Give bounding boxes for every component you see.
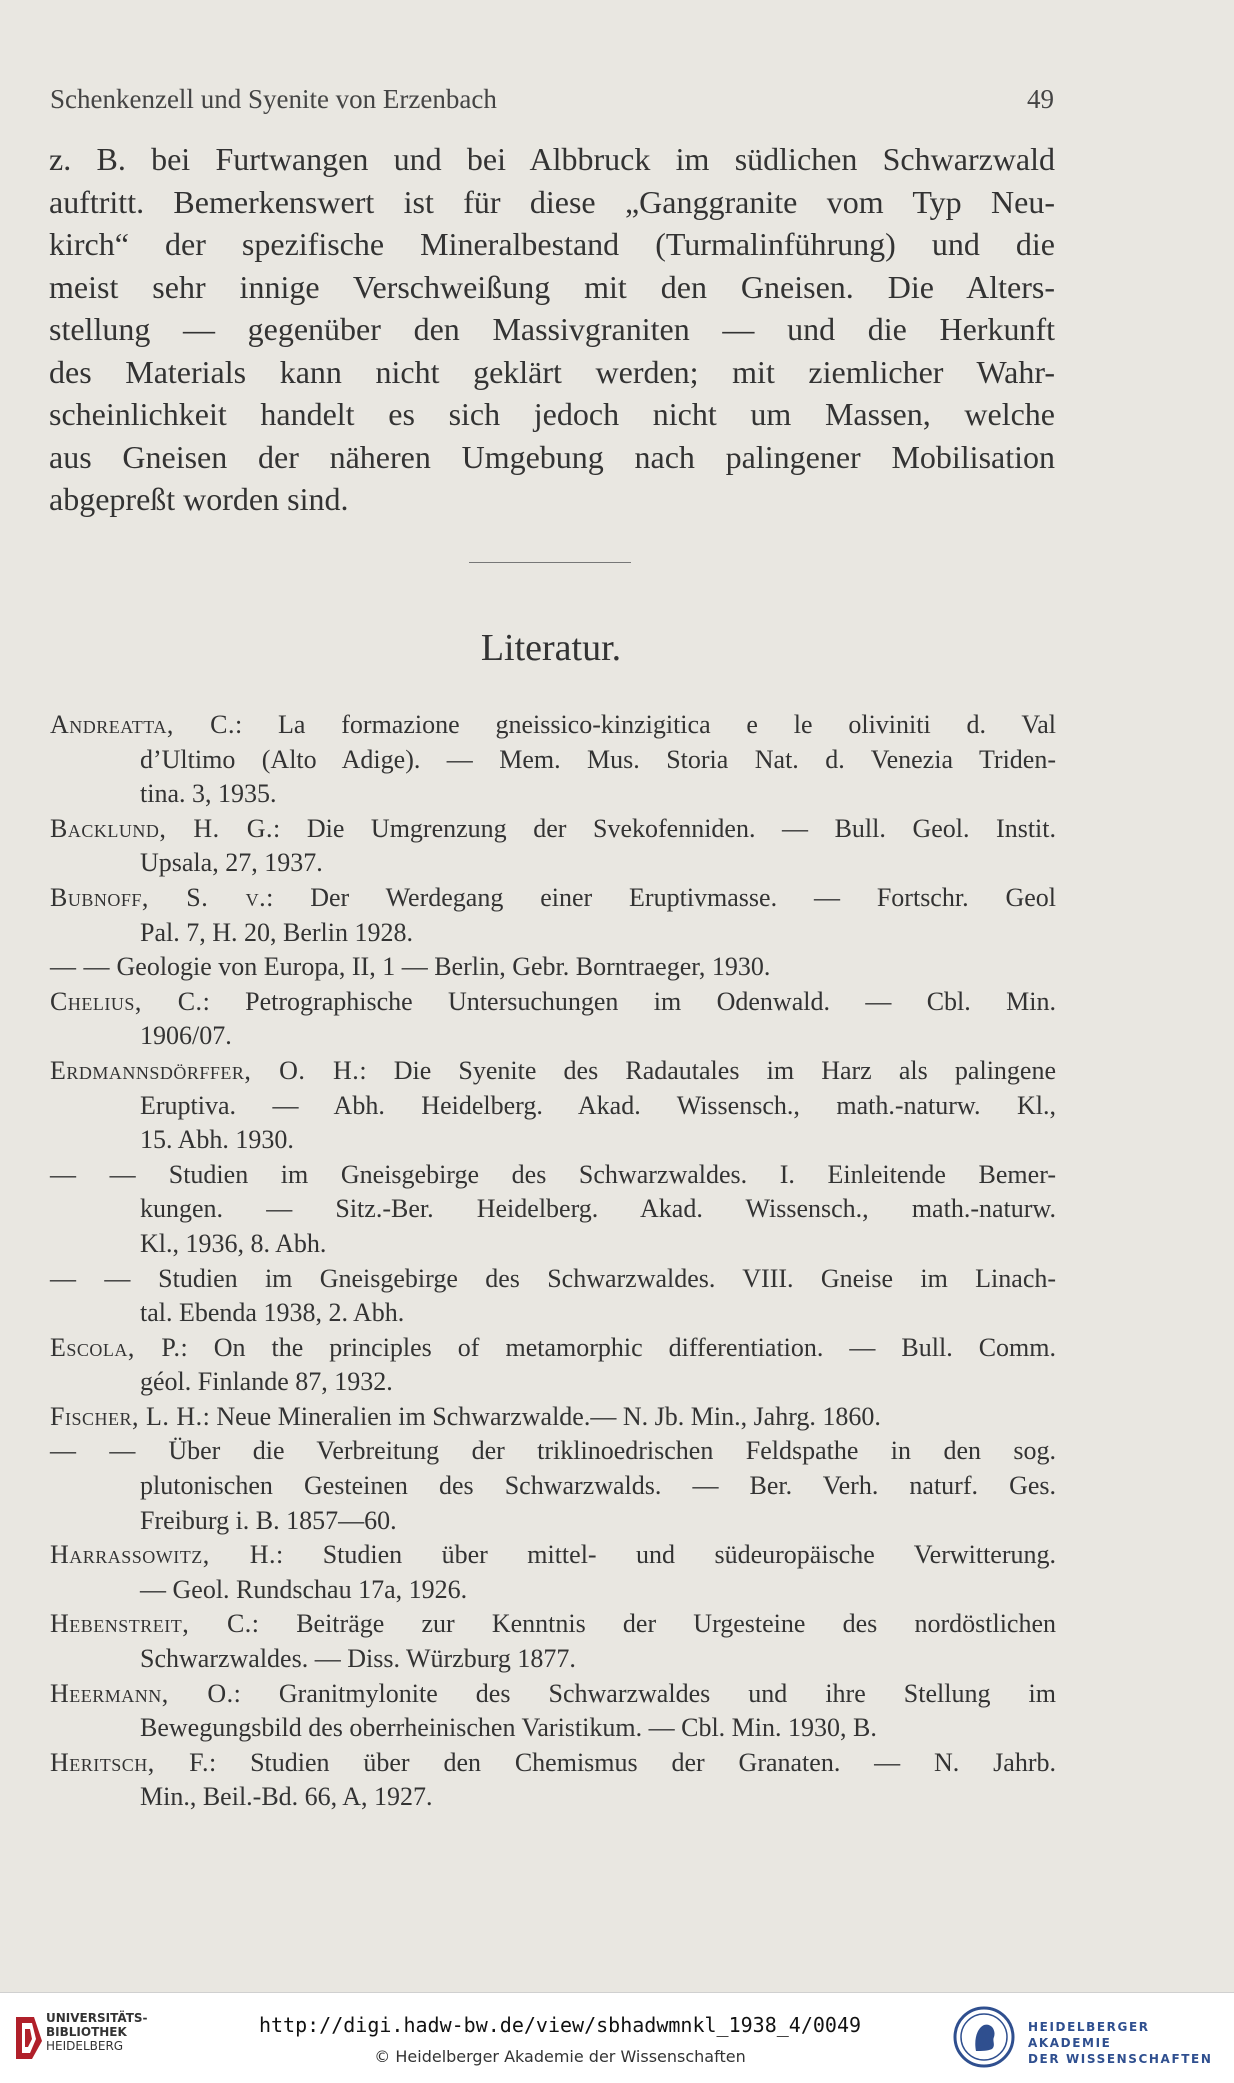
reference-author: — — (50, 1159, 137, 1189)
reference-line: plutonischen Gesteinen des Schwarzwalds. — Ber. Verh. naturf. Ges. (140, 1471, 1056, 1501)
reference-line: Schwarzwaldes. — Diss. Würzburg 1877. (140, 1644, 576, 1674)
section-divider (469, 562, 631, 563)
reference-author: Backlund, H. G. (50, 813, 274, 843)
reference-author: Heritsch, F. (50, 1747, 210, 1777)
body-line: scheinlichkeit handelt es sich jedoch nicht um Massen, welche (49, 396, 1055, 432)
reference-line (50, 1054, 1056, 1089)
reference-author: — — (50, 952, 110, 982)
library-line: BIBLIOTHEK (46, 2025, 127, 2039)
reference-entry (50, 1400, 1056, 1435)
reference-text: : Granitmylonite des Schwarzwaldes und ihre Stellung im (233, 1678, 1056, 1708)
reference-line: Bewegungsbild des oberrheinischen Varistikum. — Cbl. Min. 1930, B. (140, 1713, 877, 1743)
reference-line: Freiburg i. B. 1857—60. (140, 1505, 397, 1535)
reference-list (50, 708, 1056, 1815)
reference-text: : Studien über mittel- und südeuropäische Verwitterung. (276, 1540, 1056, 1570)
reference-author: Hebenstreit, C. (50, 1609, 252, 1639)
reference-line (50, 1158, 1056, 1193)
running-head-title: Schenkenzell und Syenite von Erzenbach (50, 84, 497, 114)
reference-line: d’Ultimo (Alto Adige). — Mem. Mus. Storia Nat. d. Venezia Triden- (140, 744, 1056, 774)
reference-line: Min., Beil.-Bd. 66, A, 1927. (140, 1782, 433, 1812)
reference-line (50, 1262, 1056, 1297)
reference-line (50, 1677, 1056, 1712)
reference-line (50, 708, 1056, 743)
reference-entry (50, 1746, 1056, 1815)
reference-author: Erdmannsdörffer, O. H. (50, 1055, 360, 1085)
library-line: UNIVERSITÄTS- (46, 2011, 148, 2025)
reference-author: — — (50, 1436, 136, 1466)
reference-line: géol. Finlande 87, 1932. (140, 1367, 393, 1397)
reference-line (50, 812, 1056, 847)
body-line: z. B. bei Furtwangen und bei Albbruck im südlichen Schwarzwald (49, 141, 1055, 177)
library-line: HEIDELBERG (46, 2039, 124, 2053)
literature-heading: Literatur. (480, 627, 622, 669)
reference-text: : Der Werdegang einer Eruptivmasse. — Fortschr. Geol (266, 882, 1056, 912)
library-name (46, 2011, 148, 2053)
academy-line: DER WISSENSCHAFTEN (1028, 2052, 1213, 2066)
reference-entry (50, 985, 1056, 1054)
reference-text: : On the principles of metamorphic differentiation. — Bull. Comm. (180, 1332, 1056, 1362)
reference-entry (50, 1607, 1056, 1676)
page-number: 49 (1027, 84, 1054, 114)
body-line: kirch“ der spezifische Mineralbestand (Turmalinführung) und die (49, 226, 1055, 262)
permalink-url[interactable]: http://digi.hadw-bw.de/view/sbhadwmnkl_1938_4/0049 (258, 2013, 862, 2037)
reference-author: Bubnoff, S. v. (50, 882, 267, 912)
reference-author: Chelius, C. (50, 986, 203, 1016)
reference-entry (50, 881, 1056, 950)
reference-author: Andreatta, C. (50, 710, 235, 739)
reference-line: — Geol. Rundschau 17a, 1926. (140, 1574, 468, 1604)
reference-line (50, 1331, 1056, 1366)
reference-line: Eruptiva. — Abh. Heidelberg. Akad. Wissensch., math.-naturw. Kl., (140, 1090, 1056, 1120)
body-line: abgepreßt worden sind. (49, 481, 349, 517)
reference-line: 1906/07. (140, 1021, 232, 1051)
reference-text: : Die Syenite des Radautales im Harz als palingene (359, 1055, 1057, 1085)
reference-text: : Studien über den Chemismus der Granaten. — N. Jahrb. (209, 1747, 1056, 1777)
reference-entry (50, 812, 1056, 881)
academy-line: HEIDELBERGER AKADEMIE (1028, 2020, 1150, 2050)
reference-line (50, 1434, 1056, 1469)
reference-line (50, 1400, 1056, 1435)
body-paragraph (49, 138, 1055, 521)
reference-entry (50, 1331, 1056, 1400)
reference-text: : Beiträge zur Kenntnis der Urgesteine des nordöstlichen (251, 1609, 1057, 1639)
reference-author: — — (50, 1263, 131, 1293)
reference-author: Harrassowitz, H. (50, 1540, 277, 1570)
copyright-notice: © Heidelberger Akademie der Wissenschaften (374, 2047, 746, 2066)
reference-line (50, 1746, 1056, 1781)
reference-line: Upsala, 27, 1937. (140, 848, 323, 878)
reference-line (50, 1607, 1056, 1642)
reference-entry (50, 708, 1056, 812)
reference-line (50, 985, 1056, 1020)
body-line: auftritt. Bemerkenswert ist für diese „Ganggranite vom Typ Neu- (49, 183, 1055, 220)
hadw-seal-icon (952, 2005, 1016, 2069)
reference-line (50, 950, 1056, 985)
reference-text: Studien im Gneisgebirge des Schwarzwaldes. I. Einleitende Bemer- (136, 1159, 1056, 1189)
reference-author: Heermann, O. (50, 1678, 234, 1708)
reference-text: Über die Verbreitung der triklinoedrischen Feldspathe in den sog. (135, 1436, 1057, 1466)
reference-line: kungen. — Sitz.-Ber. Heidelberg. Akad. Wissensch., math.-naturw. (140, 1194, 1056, 1224)
reference-entry (50, 950, 1056, 985)
reference-entry (50, 1538, 1056, 1607)
reference-entry (50, 1054, 1056, 1158)
reference-text: : Neue Mineralien im Schwarzwalde.— N. Jb. Min., Jahrg. 1860. (202, 1401, 881, 1431)
reference-entry (50, 1262, 1056, 1331)
body-line: aus Gneisen der näheren Umgebung nach palingener Mobilisation (49, 438, 1055, 475)
reference-line: tal. Ebenda 1938, 2. Abh. (140, 1298, 405, 1328)
reference-line: Kl., 1936, 8. Abh. (140, 1228, 327, 1258)
reference-author: Escola, P. (50, 1332, 181, 1362)
reference-text: : La formazione gneissico-kinzigitica e le oliviniti d. Val (234, 710, 1056, 739)
reference-line (50, 1538, 1056, 1573)
academy-name (1028, 2019, 1234, 2067)
reference-entry (50, 1434, 1056, 1538)
reference-line: 15. Abh. 1930. (140, 1125, 294, 1155)
reference-entry (50, 1677, 1056, 1746)
body-line: stellung — gegenüber den Massivgraniten — und die Herkunft (49, 311, 1055, 347)
page-footer (0, 1992, 1234, 2083)
reference-text: Studien im Gneisgebirge des Schwarzwaldes. VIII. Gneise im Linach- (130, 1263, 1057, 1293)
reference-line: Pal. 7, H. 20, Berlin 1928. (140, 917, 413, 947)
reference-line: tina. 3, 1935. (140, 779, 277, 809)
reference-text: : Die Umgrenzung der Svekofenniden. — Bull. Geol. Instit. (273, 813, 1056, 843)
reference-text: : Petrographische Untersuchungen im Odenwald. — Cbl. Min. (202, 986, 1056, 1016)
body-line: des Materials kann nicht geklärt werden; mit ziemlicher Wahr- (49, 353, 1055, 390)
body-line: meist sehr innige Verschweißung mit den Gneisen. Die Alters- (49, 268, 1055, 305)
reference-author: Fischer, L. H. (50, 1401, 203, 1431)
reference-entry (50, 1158, 1056, 1262)
reference-text: Geologie von Europa, II, 1 — Berlin, Gebr. Borntraeger, 1930. (110, 952, 771, 982)
reference-line (50, 881, 1056, 916)
